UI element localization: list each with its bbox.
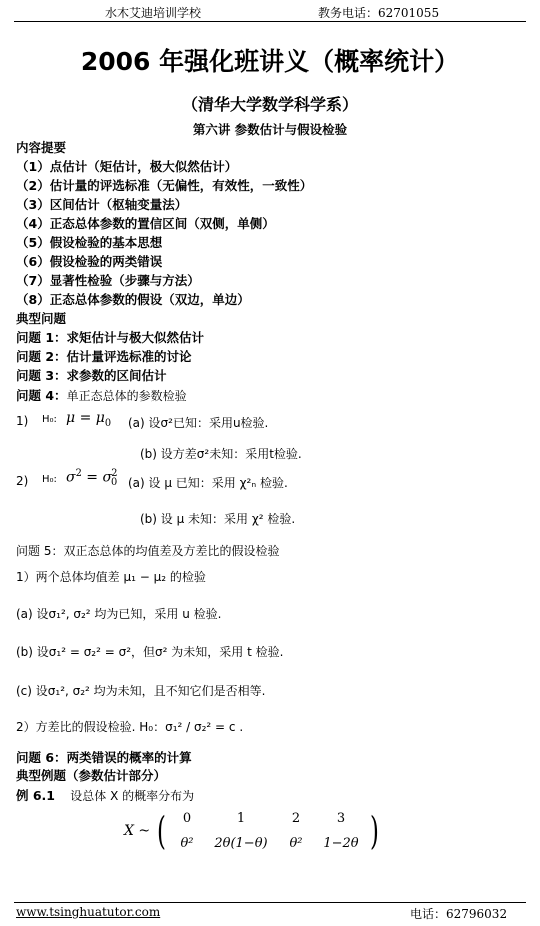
prob-cell: 2θ(1−θ) — [214, 836, 268, 851]
example-label: 例 6.1 — [16, 788, 55, 803]
case-option: (a) 设σ²已知：采用u检验. — [128, 416, 269, 430]
summary-item: （4）正态总体参数的置信区间（双侧，单侧） — [16, 216, 275, 231]
random-variable: X ~ — [124, 823, 151, 839]
subcase-line: (a) 设σ₁², σ₂² 均为已知，采用 u 检验. — [16, 607, 222, 621]
problem-item: 问题 1：求矩估计与极大似然估计 — [16, 330, 205, 345]
right-paren: ) — [369, 809, 379, 853]
hypothesis-label: H₀: — [42, 414, 57, 425]
problem-text: 双正态总体的均值差及方差比的假设检验 — [63, 544, 280, 558]
footer-url[interactable]: www.tsinghuatutor.com — [16, 905, 161, 919]
summary-heading: 内容提要 — [16, 140, 67, 155]
problem-item: 问题 2：估计量评选标准的讨论 — [16, 349, 192, 364]
lecture-title: 第六讲 参数估计与假设检验 — [192, 122, 348, 137]
footer-rule — [14, 902, 526, 903]
example-heading: 典型例题（参数估计部分） — [16, 768, 167, 783]
value-cell: 1 — [236, 811, 246, 826]
subcase-line: (c) 设σ₁², σ₂² 均为未知，且不知它们是否相等. — [16, 684, 266, 698]
summary-item: （2）估计量的评选标准（无偏性，有效性，一致性） — [16, 178, 313, 193]
header-rule — [14, 21, 526, 22]
subcase-line: (b) 设σ₁² = σ₂² = σ²，但σ² 为未知，采用 t 检验. — [16, 645, 284, 659]
header-school: 水木艾迪培训学校 — [105, 6, 202, 20]
value-cell: 3 — [336, 811, 346, 826]
prob-cell: θ² — [180, 836, 194, 851]
problem-text: 两类错误的概率的计算 — [66, 750, 192, 765]
prob-cell: 1−2θ — [323, 836, 359, 851]
distribution-matrix — [124, 808, 382, 854]
case-number: 1) — [16, 414, 29, 428]
case-option: (b) 设方差σ²未知：采用t检验. — [140, 447, 302, 461]
page-title: 2006 年强化班讲义（概率统计） — [80, 47, 460, 76]
left-paren: ( — [157, 809, 167, 853]
example-text: 设总体 X 的概率分布为 — [70, 789, 195, 803]
hypothesis-formula: $\mu = \mu_0$ — [66, 410, 112, 429]
distribution-table — [169, 811, 367, 851]
summary-item: （3）区间估计（枢轴变量法） — [16, 197, 188, 212]
hypothesis-label: H₀: — [42, 474, 57, 485]
footer-phone: 电话：62796032 — [410, 907, 508, 921]
value-cell: 0 — [182, 811, 192, 826]
page-subtitle: （清华大学数学科学系） — [181, 95, 358, 114]
case-option: (a) 设 μ 已知：采用 χ²ₙ 检验. — [128, 476, 288, 490]
example-line — [16, 785, 194, 804]
problem-item — [16, 540, 279, 559]
problem-item: 问题 3：求参数的区间估计 — [16, 368, 167, 383]
problem-item — [16, 747, 192, 766]
problem-text: 单正态总体的参数检验 — [66, 389, 187, 403]
summary-item: （5）假设检验的基本思想 — [16, 235, 163, 250]
problem-label: 问题 4： — [16, 388, 67, 403]
value-cell: 2 — [291, 811, 301, 826]
case-option: (b) 设 μ 未知：采用 χ² 检验. — [140, 512, 296, 526]
summary-item: （7）显著性检验（步骤与方法） — [16, 273, 200, 288]
case-number: 2) — [16, 474, 29, 488]
subcase-line: 2）方差比的假设检验. H₀：σ₁² / σ₂² = c . — [16, 720, 244, 734]
summary-item: （8）正态总体参数的假设（双边，单边） — [16, 292, 250, 307]
subcase-line: 1）两个总体均值差 μ₁ − μ₂ 的检验 — [16, 570, 206, 584]
summary-item: （1）点估计（矩估计，极大似然估计） — [16, 159, 238, 174]
header-phone: 教务电话：62701055 — [318, 6, 440, 20]
problem-item — [16, 385, 187, 404]
problem-label: 问题 5： — [16, 544, 64, 558]
prob-cell: θ² — [289, 836, 303, 851]
problem-label: 问题 6： — [16, 750, 67, 765]
hypothesis-formula: $\sigma^2 = \sigma_0^2$ — [66, 468, 118, 489]
problems-heading: 典型问题 — [16, 311, 67, 326]
summary-item: （6）假设检验的两类错误 — [16, 254, 163, 269]
